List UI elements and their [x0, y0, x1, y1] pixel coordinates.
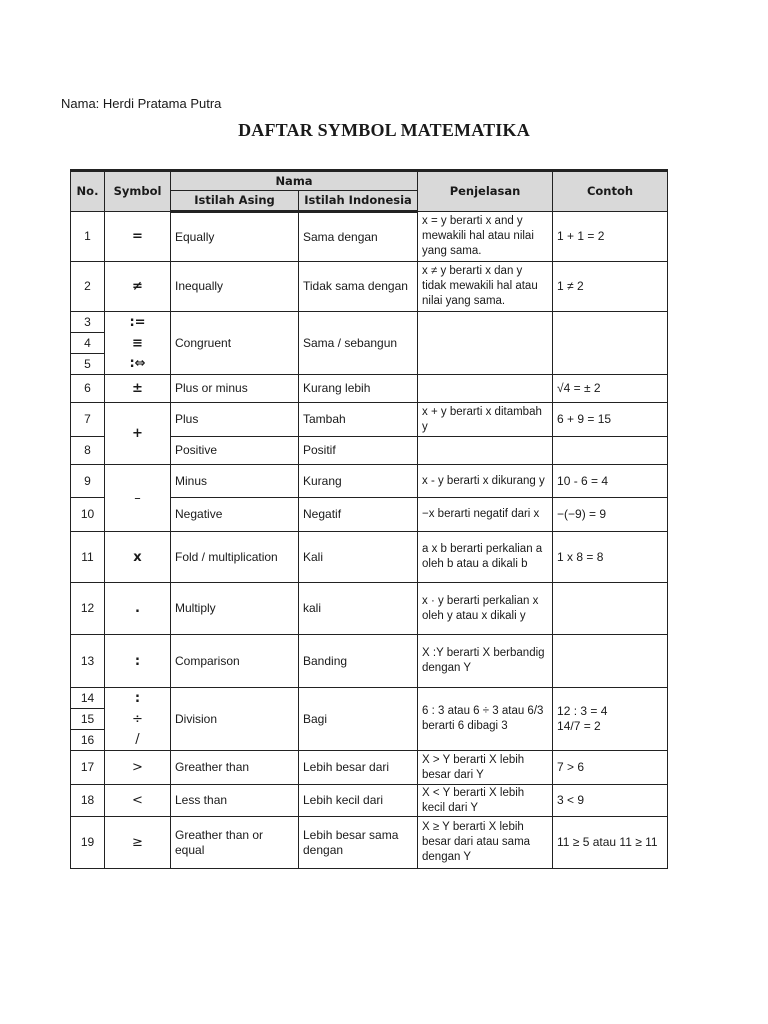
table-row — [71, 532, 668, 583]
row-number: 14 — [71, 688, 105, 709]
table-row — [71, 375, 668, 403]
row-contoh: −(−9) = 9 — [553, 498, 668, 532]
row-istilah-indonesia: Kali — [299, 532, 418, 583]
header-penjelasan: Penjelasan — [418, 171, 553, 212]
header-no: No. — [71, 171, 105, 212]
row-contoh — [553, 312, 668, 375]
row-symbol: = — [105, 212, 171, 262]
row-istilah-asing: Fold / multiplication — [171, 532, 299, 583]
row-istilah-asing: Minus — [171, 465, 299, 498]
header-nama: Nama — [171, 171, 418, 191]
table-row — [71, 465, 668, 498]
row-symbol: ÷ — [105, 709, 171, 730]
header-row — [71, 171, 668, 191]
row-symbol: x — [105, 532, 171, 583]
row-penjelasan: x - y berarti x dikurang y — [418, 465, 553, 498]
row-contoh: 6 + 9 = 15 — [553, 403, 668, 437]
row-penjelasan: x + y berarti x ditambah y — [418, 403, 553, 437]
row-contoh: 12 : 3 = 4 14/7 = 2 — [553, 688, 668, 751]
row-istilah-indonesia: Lebih besar sama dengan — [299, 817, 418, 869]
row-istilah-indonesia: Lebih besar dari — [299, 751, 418, 785]
row-penjelasan: a x b berarti perkalian a oleh b atau a dikali b — [418, 532, 553, 583]
author-name: Nama: Herdi Pratama Putra — [61, 96, 222, 111]
row-istilah-indonesia: Kurang lebih — [299, 375, 418, 403]
row-istilah-indonesia: Negatif — [299, 498, 418, 532]
row-penjelasan: x · y berarti perkalian x oleh y atau x dikali y — [418, 583, 553, 635]
row-symbol: : — [105, 688, 171, 709]
row-istilah-asing: Greather than or equal — [171, 817, 299, 869]
row-contoh: 1 ≠ 2 — [553, 262, 668, 312]
symbol-table — [70, 169, 668, 869]
table-row — [71, 403, 668, 437]
row-number: 12 — [71, 583, 105, 635]
table-row — [71, 635, 668, 688]
row-istilah-indonesia: Positif — [299, 437, 418, 465]
row-penjelasan: X > Y berarti X lebih besar dari Y — [418, 751, 553, 785]
row-contoh: 11 ≥ 5 atau 11 ≥ 11 — [553, 817, 668, 869]
row-istilah-asing: Less than — [171, 785, 299, 817]
row-istilah-asing: Plus — [171, 403, 299, 437]
table-row — [71, 688, 668, 709]
table-row — [71, 583, 668, 635]
header-contoh: Contoh — [553, 171, 668, 212]
row-symbol: ± — [105, 375, 171, 403]
row-number: 18 — [71, 785, 105, 817]
row-symbol: . — [105, 583, 171, 635]
header-istilah-indonesia: Istilah Indonesia — [299, 191, 418, 212]
row-istilah-indonesia: Lebih kecil dari — [299, 785, 418, 817]
row-istilah-indonesia: Bagi — [299, 688, 418, 751]
row-number: 9 — [71, 465, 105, 498]
row-istilah-asing: Inequally — [171, 262, 299, 312]
row-istilah-asing: Equally — [171, 212, 299, 262]
row-istilah-indonesia: kali — [299, 583, 418, 635]
row-istilah-indonesia: Tidak sama dengan — [299, 262, 418, 312]
table-row — [71, 751, 668, 785]
header-istilah-asing: Istilah Asing — [171, 191, 299, 212]
row-istilah-indonesia: Banding — [299, 635, 418, 688]
row-istilah-asing: Multiply — [171, 583, 299, 635]
row-number: 19 — [71, 817, 105, 869]
row-penjelasan: 6 : 3 atau 6 ÷ 3 atau 6/3 berarti 6 dibagi 3 — [418, 688, 553, 751]
row-istilah-asing: Negative — [171, 498, 299, 532]
row-symbol: – — [105, 465, 171, 532]
row-istilah-indonesia: Kurang — [299, 465, 418, 498]
row-contoh: 3 < 9 — [553, 785, 668, 817]
row-symbol: < — [105, 785, 171, 817]
row-number: 13 — [71, 635, 105, 688]
table-row — [71, 785, 668, 817]
row-contoh — [553, 583, 668, 635]
row-istilah-asing: Greather than — [171, 751, 299, 785]
table-row — [71, 212, 668, 262]
row-number: 2 — [71, 262, 105, 312]
row-penjelasan — [418, 312, 553, 375]
table-row — [71, 262, 668, 312]
row-penjelasan — [418, 375, 553, 403]
row-symbol: :⇔ — [105, 354, 171, 375]
row-contoh: 1 + 1 = 2 — [553, 212, 668, 262]
row-number: 11 — [71, 532, 105, 583]
row-penjelasan: X < Y berarti X lebih kecil dari Y — [418, 785, 553, 817]
row-symbol: ≠ — [105, 262, 171, 312]
row-penjelasan: X :Y berarti X berbandig dengan Y — [418, 635, 553, 688]
row-contoh: 1 x 8 = 8 — [553, 532, 668, 583]
row-symbol: ≡ — [105, 333, 171, 354]
page-title: DAFTAR SYMBOL MATEMATIKA — [238, 120, 530, 140]
row-number: 3 — [71, 312, 105, 333]
row-symbol: := — [105, 312, 171, 333]
row-istilah-indonesia: Sama dengan — [299, 212, 418, 262]
row-number: 10 — [71, 498, 105, 532]
row-istilah-indonesia: Sama / sebangun — [299, 312, 418, 375]
row-number: 4 — [71, 333, 105, 354]
row-penjelasan: x ≠ y berarti x dan y tidak mewakili hal atau nilai yang sama. — [418, 262, 553, 312]
row-contoh — [553, 635, 668, 688]
row-number: 6 — [71, 375, 105, 403]
row-number: 16 — [71, 730, 105, 751]
row-number: 15 — [71, 709, 105, 730]
row-number: 8 — [71, 437, 105, 465]
row-number: 5 — [71, 354, 105, 375]
row-istilah-indonesia: Tambah — [299, 403, 418, 437]
row-symbol: + — [105, 403, 171, 465]
row-penjelasan: X ≥ Y berarti X lebih besar dari atau sama dengan Y — [418, 817, 553, 869]
row-istilah-asing: Congruent — [171, 312, 299, 375]
row-istilah-asing: Comparison — [171, 635, 299, 688]
header-symbol: Symbol — [105, 171, 171, 212]
row-penjelasan: x = y berarti x and y mewakili hal atau nilai yang sama. — [418, 212, 553, 262]
row-contoh: √4 = ± 2 — [553, 375, 668, 403]
row-penjelasan: −x berarti negatif dari x — [418, 498, 553, 532]
row-number: 17 — [71, 751, 105, 785]
row-istilah-asing: Positive — [171, 437, 299, 465]
row-number: 7 — [71, 403, 105, 437]
row-istilah-asing: Division — [171, 688, 299, 751]
row-contoh — [553, 437, 668, 465]
row-symbol: / — [105, 730, 171, 751]
row-contoh: 7 > 6 — [553, 751, 668, 785]
row-symbol: > — [105, 751, 171, 785]
row-penjelasan — [418, 437, 553, 465]
table-row — [71, 312, 668, 333]
row-symbol: : — [105, 635, 171, 688]
row-contoh: 10 - 6 = 4 — [553, 465, 668, 498]
row-istilah-asing: Plus or minus — [171, 375, 299, 403]
table-row — [71, 817, 668, 869]
row-symbol: ≥ — [105, 817, 171, 869]
row-number: 1 — [71, 212, 105, 262]
